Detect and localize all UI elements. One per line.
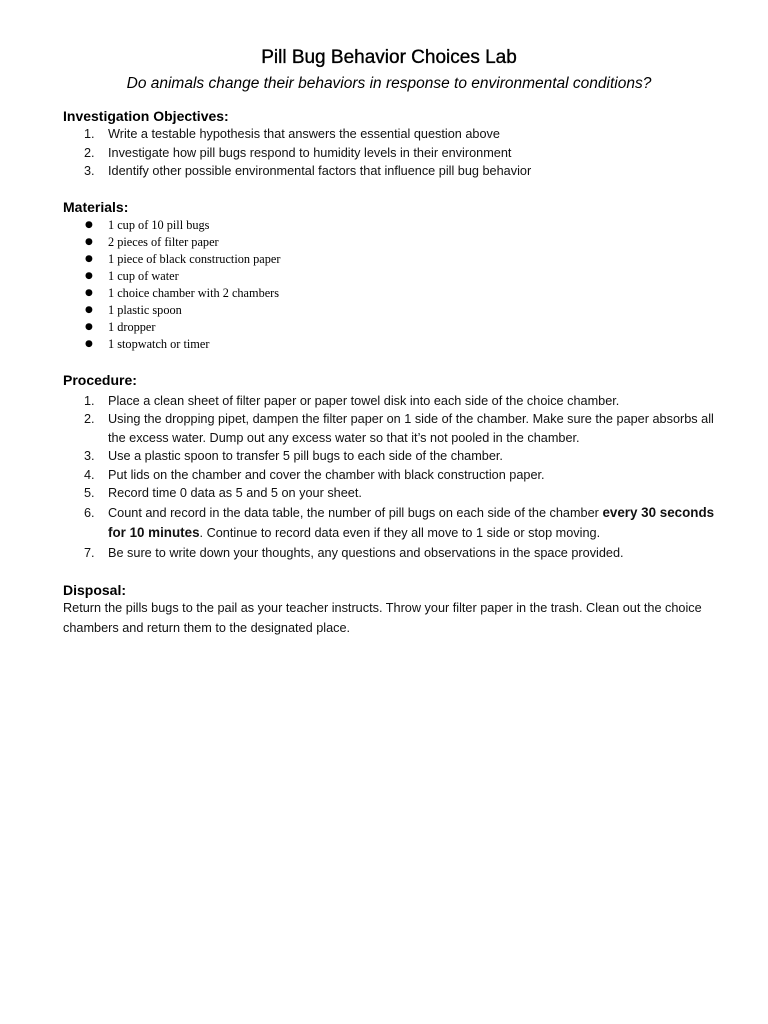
item-text: . Continue to record data even if they all move to 1 side or stop moving. xyxy=(199,526,601,540)
list-item xyxy=(63,319,715,336)
item-number: 6. xyxy=(84,505,95,520)
item-number: 3. xyxy=(84,449,95,463)
list-item xyxy=(63,251,715,268)
emphasis-text: every 30 seconds for 10 minutes xyxy=(108,504,715,540)
item-number: 1. xyxy=(84,127,95,141)
item-text: 1 cup of water xyxy=(108,268,179,283)
bullet-icon: ● xyxy=(85,236,93,247)
bullet-icon: ● xyxy=(85,253,93,264)
list-item xyxy=(63,144,715,163)
bullet-icon: ● xyxy=(85,219,93,230)
essential-question: Do animals change their behaviors in response to environmental conditions? xyxy=(126,75,652,92)
item-text: 1 plastic spoon xyxy=(108,302,182,317)
page-title: Pill Bug Behavior Choices Lab xyxy=(261,47,517,68)
item-text: 1 dropper xyxy=(108,319,156,334)
item-text: Be sure to write down your thoughts, any questions and observations in the space provided. xyxy=(108,545,624,560)
list-item xyxy=(63,217,715,234)
bullet-icon: ● xyxy=(85,321,93,332)
objectives-section xyxy=(63,107,715,181)
list-item xyxy=(63,410,715,447)
item-text: Put lids on the chamber and cover the chamber with black construction paper. xyxy=(108,467,545,482)
item-number: 1. xyxy=(84,393,95,408)
list-item xyxy=(63,466,715,485)
list-item xyxy=(63,336,715,353)
list-item xyxy=(63,268,715,285)
item-text: Count and record in the data table, the number of pill bugs on each side of the chamber xyxy=(108,505,603,520)
item-text: Place a clean sheet of filter paper or paper towel disk into each side of the choice chamber. xyxy=(108,393,620,408)
bullet-icon: ● xyxy=(85,304,93,315)
list-item xyxy=(63,392,715,411)
item-number: 3. xyxy=(84,164,95,178)
item-text: 1 cup of 10 pill bugs xyxy=(108,217,210,232)
item-number: 2. xyxy=(84,145,95,160)
item-text: 1 choice chamber with 2 chambers xyxy=(108,285,280,300)
list-item xyxy=(63,302,715,319)
bullet-icon: ● xyxy=(85,338,93,349)
materials-heading: Materials: xyxy=(63,198,129,215)
list-item xyxy=(63,503,715,544)
objectives-heading: Investigation Objectives: xyxy=(63,108,229,124)
procedure-section xyxy=(63,371,715,563)
list-item xyxy=(63,484,715,503)
item-number: 4. xyxy=(84,467,95,482)
item-text: Using the dropping pipet, dampen the filter paper on 1 side of the chamber. Make sure the paper absorbs all the excess water. Dump out any excess water so that it’s not pooled in the chamber. xyxy=(108,412,714,445)
objectives-list xyxy=(63,125,715,181)
bullet-icon: ● xyxy=(85,287,93,298)
item-text: 1 stopwatch or timer xyxy=(108,336,210,351)
item-text: Investigate how pill bugs respond to humidity levels in their environment xyxy=(108,145,512,160)
item-text: 2 pieces of filter paper xyxy=(108,234,219,249)
list-item xyxy=(63,234,715,251)
list-item xyxy=(63,544,715,563)
item-text: Record time 0 data as 5 and 5 on your sheet. xyxy=(108,486,362,500)
list-item xyxy=(63,285,715,302)
materials-list xyxy=(63,217,715,353)
item-text: Identify other possible environmental factors that influence pill bug behavior xyxy=(108,164,532,178)
disposal-text: Return the pills bugs to the pail as your teacher instructs. Throw your filter paper in the trash. Clean out the choice chambers and return them to the designated place. xyxy=(63,601,702,635)
item-text: Write a testable hypothesis that answers the essential question above xyxy=(108,127,500,141)
list-item xyxy=(63,162,715,181)
list-item xyxy=(63,447,715,466)
document-page xyxy=(63,44,715,638)
item-number: 7. xyxy=(84,545,95,560)
item-number: 2. xyxy=(84,412,95,426)
item-text: 1 piece of black construction paper xyxy=(108,251,281,266)
materials-section xyxy=(63,198,715,353)
list-item xyxy=(63,125,715,144)
procedure-list xyxy=(63,392,715,563)
item-text: Use a plastic spoon to transfer 5 pill bugs to each side of the chamber. xyxy=(108,449,503,463)
procedure-heading: Procedure: xyxy=(63,371,137,388)
disposal-section xyxy=(63,581,715,638)
item-number: 5. xyxy=(84,486,95,500)
bullet-icon: ● xyxy=(85,270,93,281)
disposal-heading: Disposal: xyxy=(63,582,127,598)
